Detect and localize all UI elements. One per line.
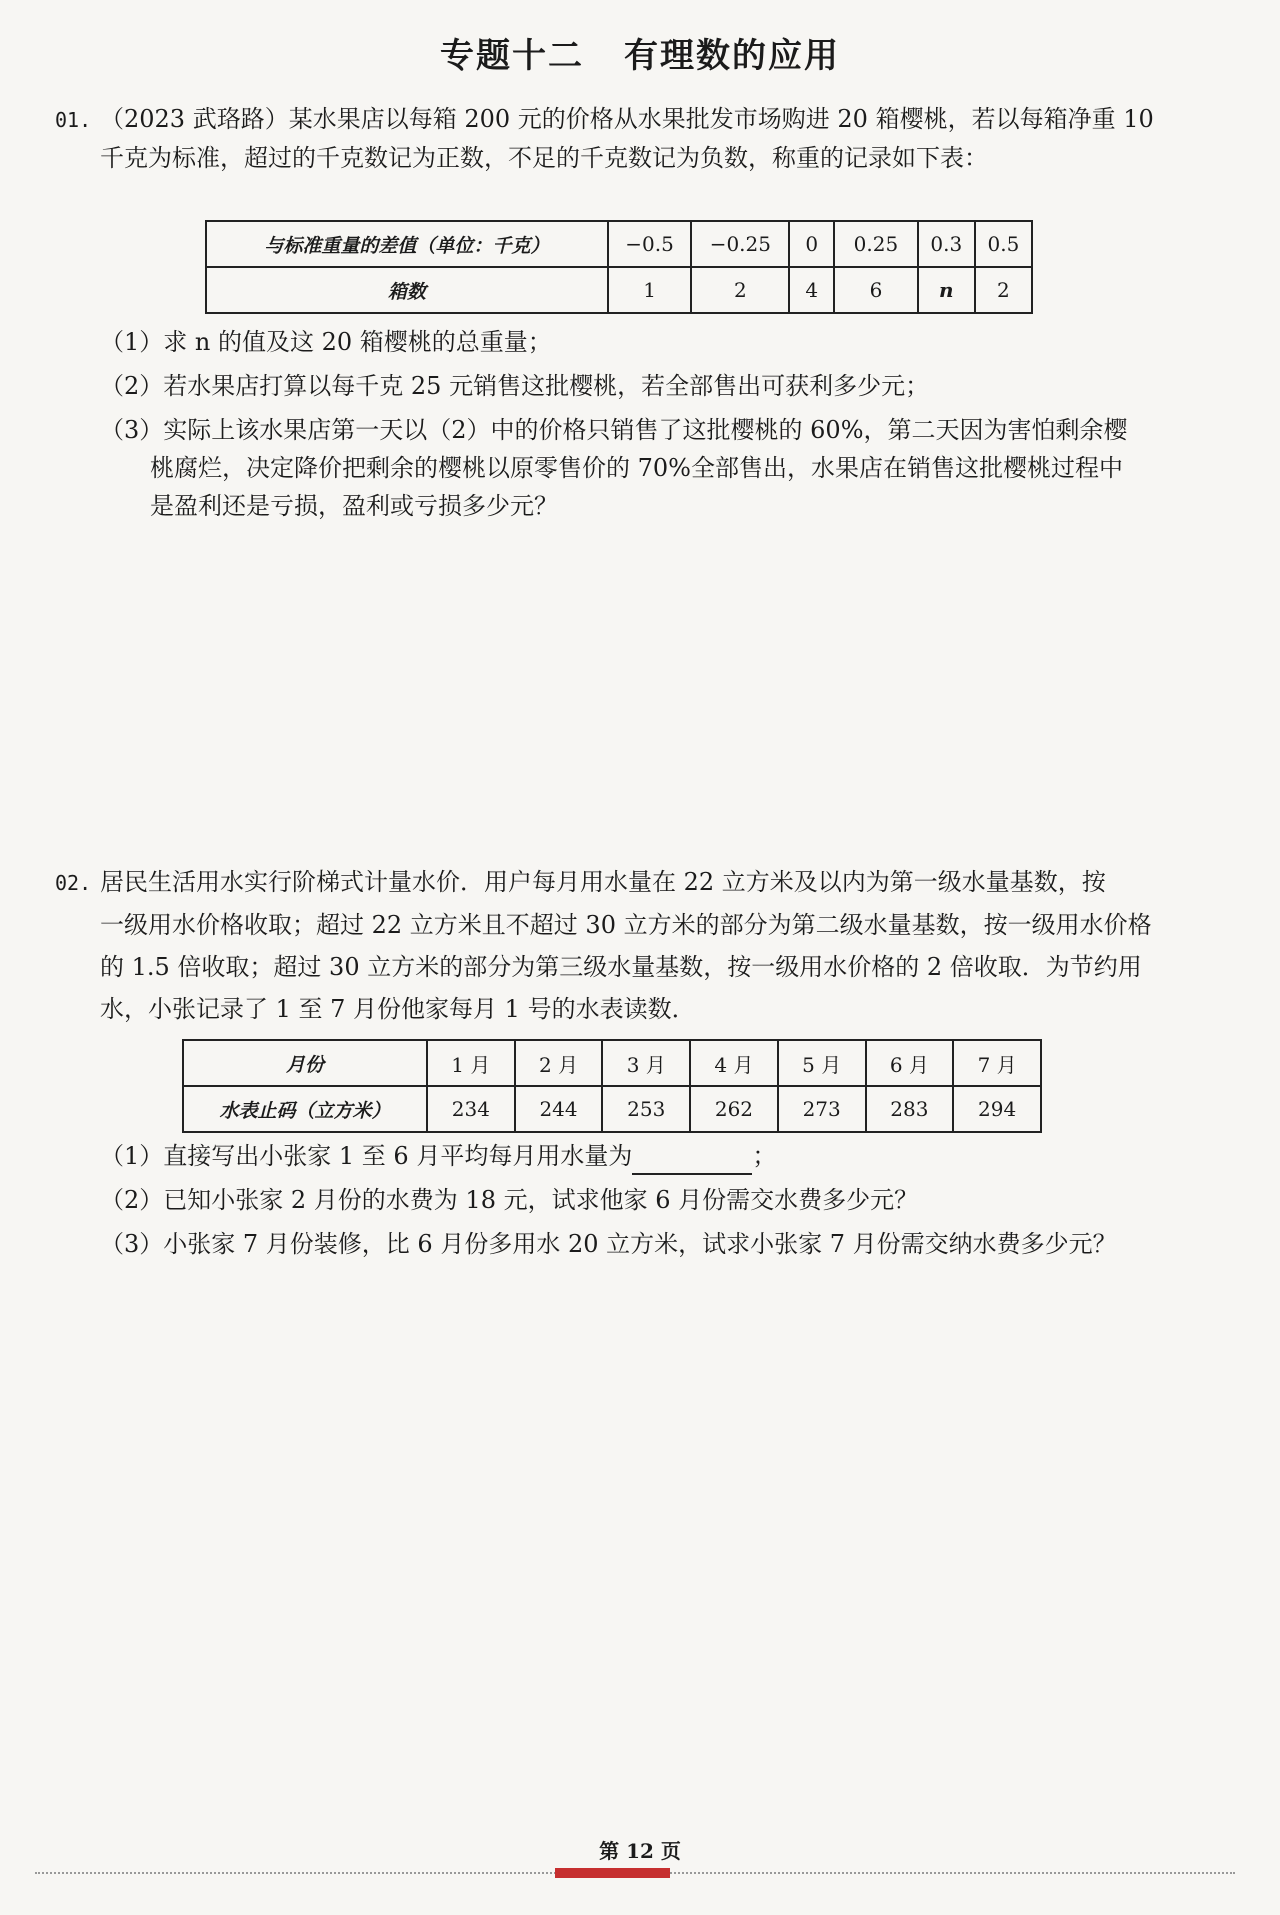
table-cell: 4 [789, 267, 834, 313]
page-number: 第 12 页 [599, 1839, 681, 1863]
question-2-stem-line2: 一级用水价格收取；超过 22 立方米且不超过 30 立方米的部分为第二级水量基数，按一级用水价格 [100, 911, 1152, 939]
question-2-part1 [55, 1137, 1190, 1175]
table-row [183, 1040, 1041, 1086]
question-2-part2: （2）已知小张家 2 月份的水费为 18 元，试求他家 6 月份需交水费多少元？ [100, 1186, 919, 1214]
table-row [206, 267, 1032, 313]
table-cell: 253 [602, 1086, 690, 1132]
table-cell: 244 [515, 1086, 603, 1132]
table-cell: 234 [427, 1086, 515, 1132]
question-2-stem-line1: 居民生活用水实行阶梯式计量水价．用户每月用水量在 22 立方米及以内为第一级水量基数，按 [100, 868, 1106, 896]
table-cell: 5 月 [778, 1040, 866, 1086]
table-row [206, 221, 1032, 267]
table-cell: 0.3 [918, 221, 975, 267]
table-cell: 262 [690, 1086, 778, 1132]
question-1-parts [55, 323, 1190, 525]
question-1-part3-line3: 是盈利还是亏损，盈利或亏损多少元？ [150, 492, 558, 520]
table-cell: 7 月 [953, 1040, 1041, 1086]
footer-accent-bar [555, 1868, 670, 1878]
question-2-part3: （3）小张家 7 月份装修，比 6 月份多用水 20 立方米，试求小张家 7 月份需交纳水费多少元？ [100, 1230, 1117, 1258]
question-1-stem-line2: 千克为标准，超过的千克数记为正数，不足的千克数记为负数，称重的记录如下表： [100, 144, 988, 172]
table-header-cell: 月份 [183, 1040, 427, 1086]
question-2 [55, 863, 1190, 1028]
table-cell: 294 [953, 1086, 1041, 1132]
table-cell: 2 [691, 267, 789, 313]
table-cell: 3 月 [602, 1040, 690, 1086]
page-title-part2: 有理数的应用 [624, 36, 840, 76]
question-2-stem-line3: 的 1.5 倍收取；超过 30 立方米的部分为第三级水量基数，按一级用水价格的 2 倍收取．为节约用 [100, 953, 1142, 981]
question-1-number: 01. [55, 108, 92, 132]
question-1-part2: （2）若水果店打算以每千克 25 元销售这批樱桃，若全部售出可获利多少元； [100, 372, 930, 400]
question-1 [55, 100, 1190, 177]
question-1-part1: （1）求 n 的值及这 20 箱樱桃的总重量； [100, 328, 552, 356]
table-cell: 4 月 [690, 1040, 778, 1086]
table-cell: 283 [866, 1086, 954, 1132]
table-row [183, 1086, 1041, 1132]
question-1-stem-line1: （2023 武珞路）某水果店以每箱 200 元的价格从水果批发市场购进 20 箱樱桃，若以每箱净重 10 [100, 105, 1154, 133]
question-2-parts [55, 1137, 1190, 1263]
question-2-table [182, 1039, 1042, 1133]
question-1-part3-line1: （3）实际上该水果店第一天以（2）中的价格只销售了这批樱桃的 60%，第二天因为害怕剩余樱 [100, 416, 1128, 444]
table-header-cell: 水表止码（立方米） [183, 1086, 427, 1132]
table-cell: 1 月 [427, 1040, 515, 1086]
table-cell: 2 [975, 267, 1032, 313]
answer-blank[interactable] [632, 1147, 752, 1175]
question-2-part1-end: ； [752, 1142, 777, 1170]
question-1-table [205, 220, 1033, 314]
table-cell: 1 [608, 267, 692, 313]
table-cell: 6 月 [866, 1040, 954, 1086]
question-2-stem-line4: 水，小张记录了 1 至 7 月份他家每月 1 号的水表读数． [100, 995, 696, 1023]
table-cell: 0 [789, 221, 834, 267]
question-1-part3-line2: 桃腐烂，决定降价把剩余的樱桃以原零售价的 70%全部售出，水果店在销售这批樱桃过程中 [150, 454, 1123, 482]
question-2-part1-text: （1）直接写出小张家 1 至 6 月平均每月用水量为 [100, 1142, 633, 1170]
table-cell: −0.25 [691, 221, 789, 267]
table-header-cell: 与标准重量的差值（单位：千克） [206, 221, 608, 267]
table-cell: 2 月 [515, 1040, 603, 1086]
page-title [0, 28, 1280, 77]
table-cell: 6 [834, 267, 918, 313]
table-cell: n [918, 267, 975, 313]
table-header-cell: 箱数 [206, 267, 608, 313]
table-cell: 273 [778, 1086, 866, 1132]
table-cell: 0.5 [975, 221, 1032, 267]
table-cell: 0.25 [834, 221, 918, 267]
page-title-part1: 专题十二 [440, 36, 584, 76]
table-cell: −0.5 [608, 221, 692, 267]
question-2-number: 02. [55, 871, 92, 895]
